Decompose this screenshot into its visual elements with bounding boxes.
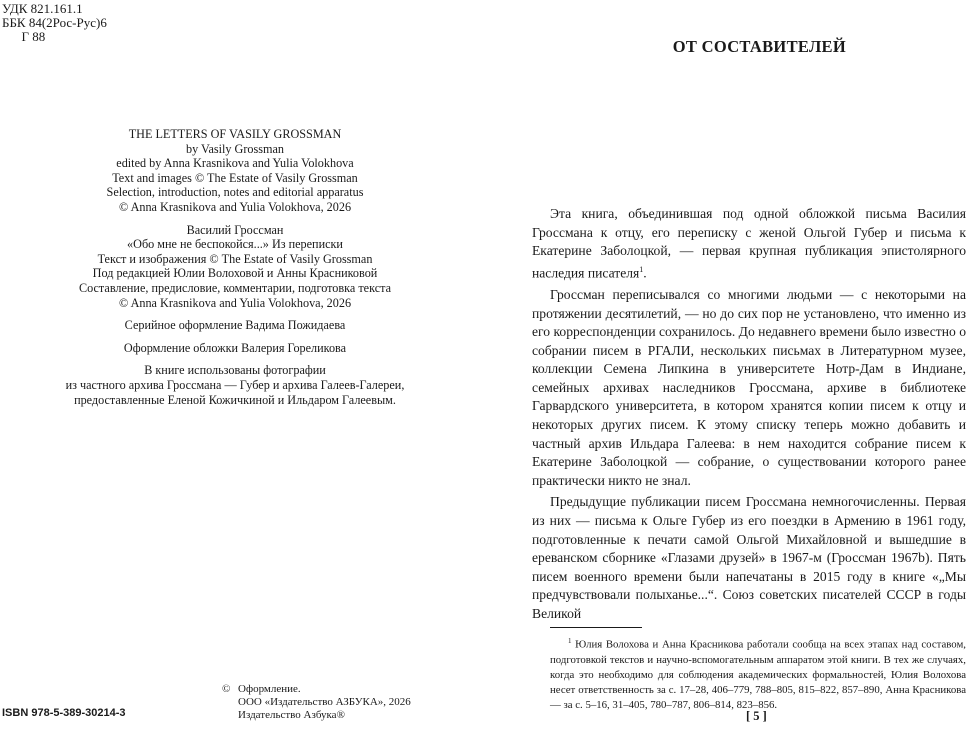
cover-design: Оформление обложки Валерия Гореликова bbox=[123, 340, 347, 355]
footnote-divider bbox=[550, 627, 642, 628]
imprint-line: Под редакцией Юлии Волоховой и Анны Красниковой bbox=[92, 266, 378, 281]
imprint-line: © Anna Krasnikova and Yulia Volokhova, 2026 bbox=[118, 295, 352, 310]
copyright-symbol: © bbox=[222, 683, 231, 695]
imprint-line: Составление, предисловие, комментарии, подготовка текста bbox=[79, 280, 391, 295]
author-mark: Г 88 bbox=[2, 29, 46, 44]
imprint-line: edited by Anna Krasnikova and Yulia Volokhova bbox=[116, 156, 354, 171]
udk-code: УДК 821.161.1 bbox=[2, 1, 83, 16]
series-design: Серийное оформление Вадима Пожидаева bbox=[124, 318, 346, 333]
imprint-english bbox=[0, 127, 470, 215]
imprint bbox=[0, 127, 470, 415]
paragraph: Гроссман переписывался со многими людьми — с некоторыми на протяжении десятилетий, — но до сих пор не установлено, что именно из его корреспонденции сохранилось. До недавнего времени было известно о собрании писем в РГАЛИ, нескольких письмах в Литературном музее, коллекции Семена Липкина в университете Нотр-Дам в Индиане, семейных архивах наследников Гроссмана, архиве в библиотеке Гарвардского университета, в котором хранятся копии писем к отцу и некоторых других писем. К этому списку теперь можно добавить и частный архив Ильдара Галеева: в нем находится собрание писем к Екатерине Заболоцкой — собрание, о существовании которого ранее практически никто не знал. bbox=[532, 286, 966, 488]
body-text bbox=[532, 205, 966, 627]
footnote-mark: 1 bbox=[568, 637, 572, 645]
imprint-line: THE LETTERS OF VASILY GROSSMAN bbox=[128, 127, 342, 141]
imprint-line: by Vasily Grossman bbox=[186, 141, 284, 156]
photo-credit-line: из частного архива Гроссмана — Губер и архива Галеев-Галереи, bbox=[65, 377, 405, 392]
imprint-line: Text and images © The Estate of Vasily Grossman bbox=[112, 170, 358, 185]
imprint-line: © Anna Krasnikova and Yulia Volokhova, 2026 bbox=[118, 199, 352, 214]
page-number: [ 5 ] bbox=[746, 709, 767, 723]
photo-credit-line: предоставленные Еленой Кожичкиной и Ильдаром Галеевым. bbox=[74, 392, 396, 407]
imprint-line: Selection, introduction, notes and editorial apparatus bbox=[106, 185, 364, 200]
paragraph: Предыдущие публикации писем Гроссмана немногочисленны. Первая из них — письма к Ольге Губер из его поездки в Армению в 1961 году, подготовленные к печати самой Ольгой Михайловной и вышедшие в ереванском сборнике «Глазами друзей» в 1967-м (Гроссман 1967b). Пять писем военного времени были напечатаны в 2015 году в книге «„Мы предчувствовали полыханье...“. Союз советских писателей СССР в годы Великой bbox=[532, 494, 966, 621]
copyright-line: ООО «Издательство АЗБУКА», 2026 bbox=[238, 696, 411, 708]
imprint-line: Василий Гроссман bbox=[186, 222, 284, 237]
copyright-line: Издательство Азбука® bbox=[238, 709, 345, 721]
footnote-reference[interactable]: 1 bbox=[639, 264, 644, 274]
photo-credit-line: В книге использованы фотографии bbox=[144, 363, 326, 378]
paragraph bbox=[532, 205, 966, 283]
photo-credits bbox=[0, 363, 470, 407]
imprint-russian bbox=[0, 223, 470, 311]
publisher-copyright bbox=[222, 683, 411, 722]
right-page bbox=[520, 0, 966, 747]
classification-codes bbox=[2, 2, 107, 44]
imprint-line: Текст и изображения © The Estate of Vasily Grossman bbox=[97, 251, 373, 266]
imprint-line: «Обо мне не беспокойся...» Из переписки bbox=[127, 237, 343, 252]
left-page bbox=[0, 0, 470, 747]
isbn: ISBN 978-5-389-30214-3 bbox=[2, 707, 126, 719]
paragraph-text: . bbox=[643, 265, 647, 281]
bbk-code: ББК 84(2Рос-Рус)6 bbox=[2, 15, 107, 30]
copyright-line: Оформление. bbox=[238, 683, 301, 695]
paragraph-text: Эта книга, объединившая под одной обложкой письма Василия Гроссмана к отцу, его переписку с женой Ольгой Губер и письма к Екатерине Заболоцкой, — первая крупная публикация эпистолярного наследия писателя bbox=[532, 206, 966, 281]
footnote bbox=[550, 634, 966, 714]
footnote-text: Юлия Волохова и Анна Красникова работали сообща на всех этапах над составом, подготовкой текстов и научно-вспомогательным аппаратом этой книги. В тех же случаях, когда это необходимо для соблюдения академических формальностей, Юлия Волохова несет ответственность за с. 17–28, 406–779, 788–805, 815–822, 857–890, Анна Красникова — за с. 5–16, 31–405, 780–787, 806–814, 823–856. bbox=[550, 638, 966, 712]
section-title: ОТ СОСТАВИТЕЛЕЙ bbox=[672, 37, 846, 56]
